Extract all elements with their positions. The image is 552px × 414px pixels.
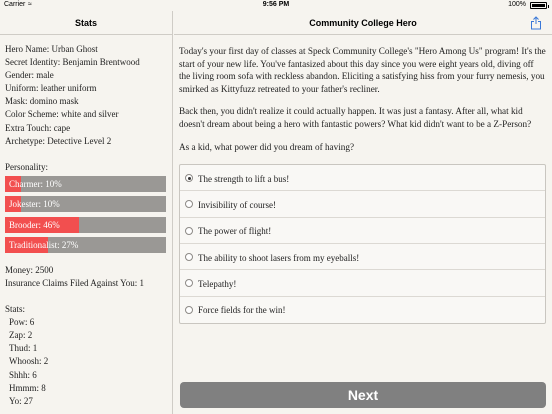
identity-line: Extra Touch: cape (5, 122, 71, 133)
personality-bar-label: Charmer: 10% (9, 178, 62, 189)
identity-line: Mask: domino mask (5, 96, 79, 107)
radio-button-icon[interactable] (185, 279, 193, 287)
stat-line: Hmmm: 8 (9, 382, 46, 393)
story-paragraph: Today's your first day of classes at Speck Community College's "Hero Among Us" program! It's the start of your new life. You've fantasized about this day since you were eight years old, diving off the living room sofa with reckless abandon. Eliciting a satisfying hiss from your furry nemesis, you smirked as Kittyfuzz retreated to your father's recliner. (179, 46, 546, 94)
wifi-icon: ≈ (28, 1, 32, 8)
personality-heading: Personality: (5, 161, 48, 172)
personality-bar-label: Traditionalist: 27% (9, 240, 79, 251)
choice-label: Invisibility of course! (198, 199, 276, 210)
choice-option[interactable] (180, 297, 545, 323)
status-bar (0, 0, 552, 11)
choice-label: The ability to shoot lasers from my eyeballs! (198, 252, 360, 263)
identity-list (5, 43, 172, 148)
stats-navbar (0, 11, 172, 35)
identity-line: Color Scheme: white and silver (5, 109, 119, 120)
choice-label: Telepathy! (198, 278, 237, 289)
battery-icon (530, 2, 547, 9)
identity-line: Hero Name: Urban Ghost (5, 44, 98, 54)
radio-button-icon[interactable] (185, 200, 193, 208)
story-paragraph: Back then, you didn't realize it could actually happen. It was just a fantasy. After all, what kid doesn't dream about being a hero with fantastic powers? What kid didn't want to be a Z-Person? (179, 106, 532, 129)
radio-button-icon[interactable] (185, 306, 193, 314)
stats-list (5, 316, 172, 408)
story-pane (174, 11, 552, 414)
identity-line: Archetype: Detective Level 2 (5, 135, 112, 146)
personality-bar (5, 217, 166, 233)
stats-content (0, 35, 172, 408)
personality-bar (5, 237, 166, 253)
radio-button-icon[interactable] (185, 227, 193, 235)
insurance-text: Insurance Claims Filed Against You: 1 (5, 277, 144, 288)
stat-line: Whoosh: 2 (9, 356, 49, 367)
battery-percent: 100% (508, 1, 526, 8)
identity-line: Uniform: leather uniform (5, 83, 97, 94)
choice-option[interactable] (180, 270, 545, 296)
choice-label: Force fields for the win! (198, 305, 286, 316)
choice-option[interactable] (180, 191, 545, 217)
choice-label: The power of flight! (198, 226, 272, 237)
personality-bar (5, 196, 166, 212)
stat-line: Pow: 6 (9, 317, 35, 328)
choice-option[interactable] (180, 218, 545, 244)
stats-pane[interactable] (0, 11, 173, 414)
personality-bar (5, 176, 166, 192)
identity-line: Secret Identity: Benjamin Brentwood (5, 57, 140, 68)
identity-line: Gender: male (5, 70, 54, 81)
choice-label: The strength to lift a bus! (198, 173, 290, 184)
choice-option[interactable] (180, 244, 545, 270)
personality-bar-label: Jokester: 10% (9, 199, 60, 210)
stats-heading: Stats: (5, 304, 26, 315)
clock: 9:56 PM (262, 1, 290, 8)
personality-bar-label: Brooder: 46% (9, 219, 60, 230)
personality-bars (5, 176, 172, 254)
money-text: Money: 2500 (5, 264, 54, 275)
story-title: Community College Hero (309, 18, 417, 28)
story-navbar (174, 11, 552, 35)
question-text: As a kid, what power did you dream of having? (179, 141, 355, 152)
stat-line: Shhh: 6 (9, 369, 37, 380)
stat-line: Thud: 1 (9, 343, 38, 354)
stat-line: Yo: 27 (9, 395, 33, 406)
stat-line: Zap: 2 (9, 330, 33, 341)
choice-option[interactable] (180, 165, 545, 191)
share-icon[interactable] (530, 16, 542, 30)
story-content (174, 35, 552, 324)
carrier-label: Carrier (4, 1, 26, 8)
radio-button-icon[interactable] (185, 253, 193, 261)
next-button[interactable]: Next (180, 382, 546, 408)
choice-list (179, 164, 546, 324)
radio-button-icon[interactable] (185, 174, 193, 182)
stats-title: Stats (74, 18, 97, 28)
